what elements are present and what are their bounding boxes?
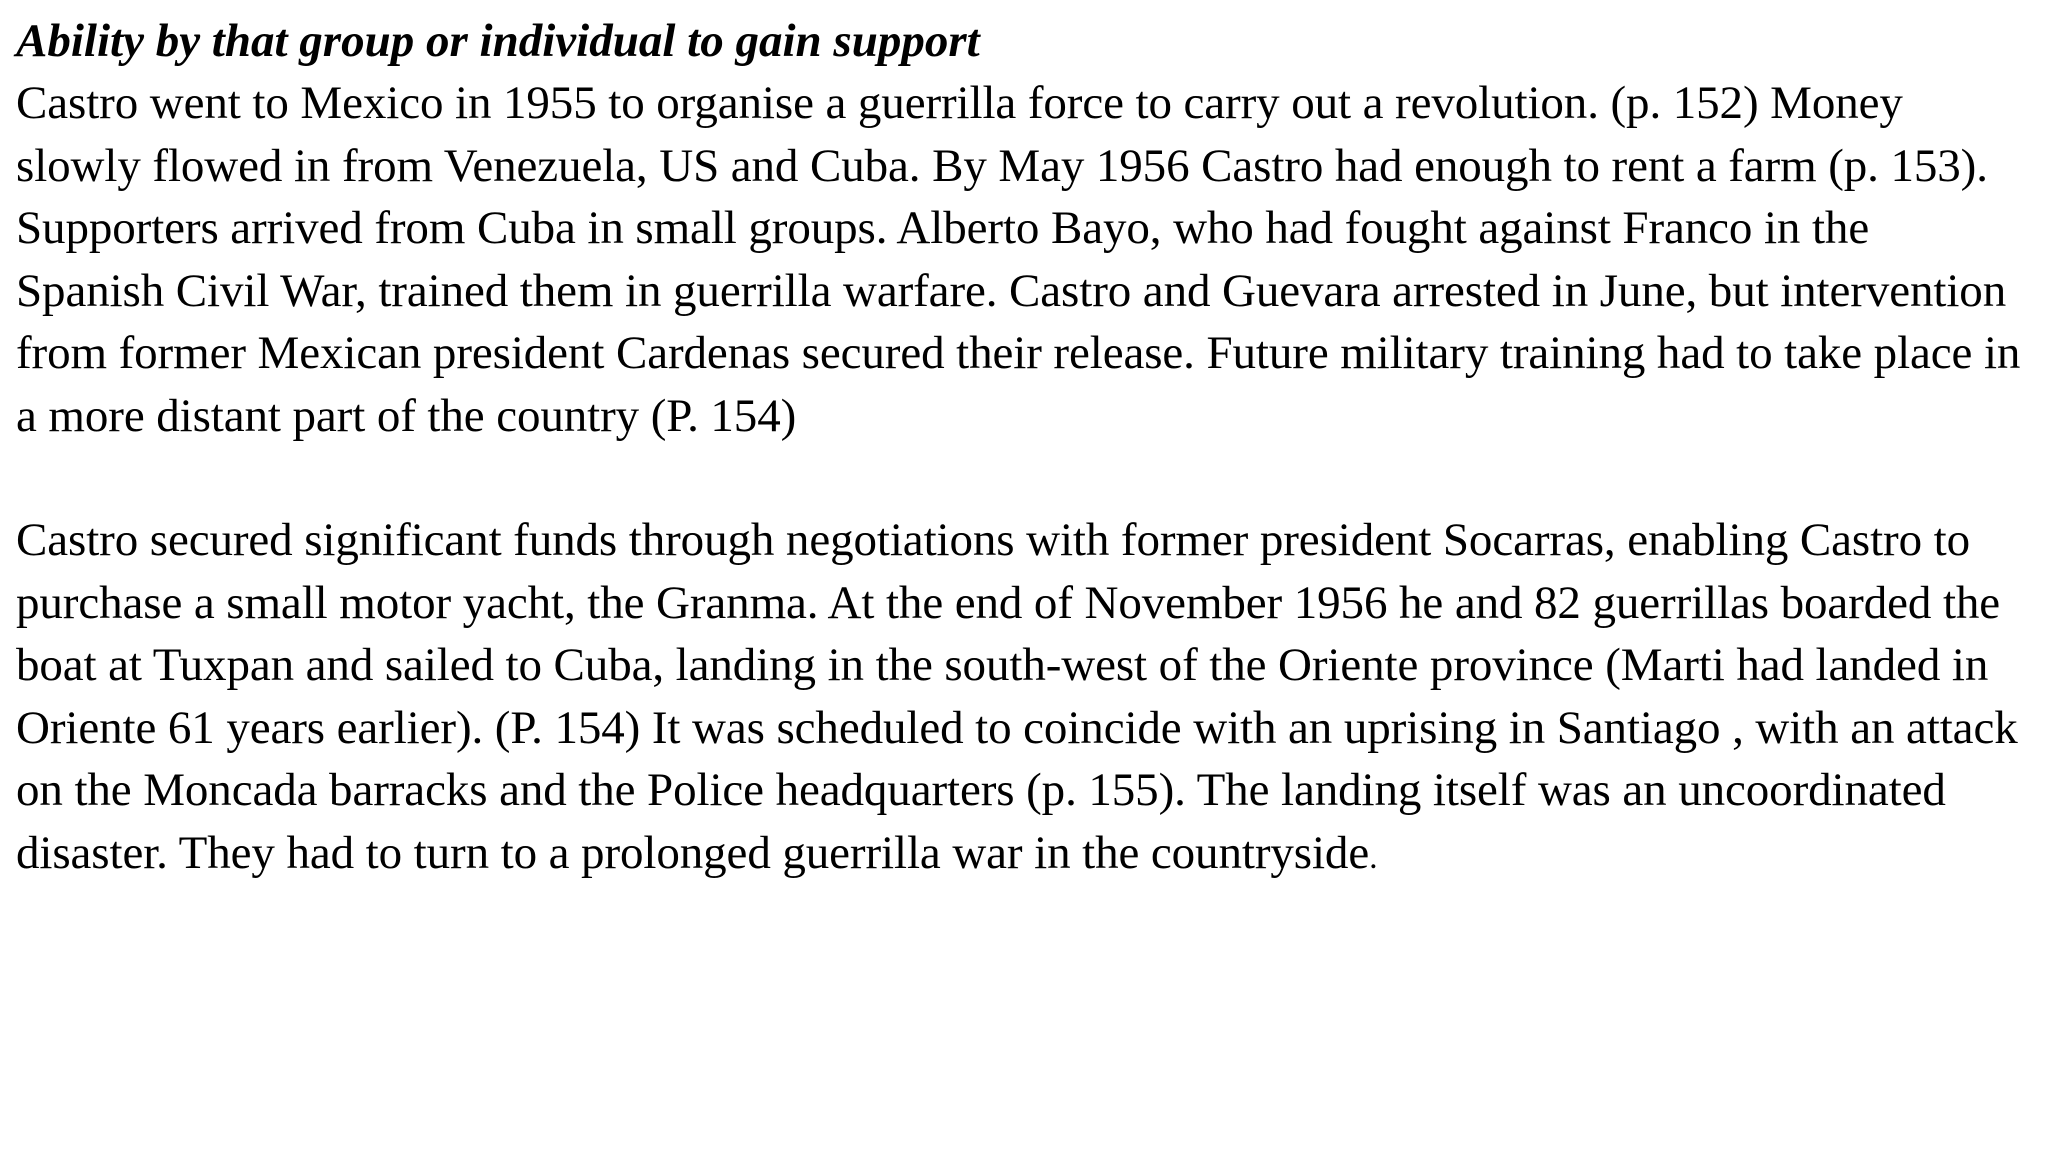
slide-content	[16, 10, 2026, 889]
section-heading: Ability by that group or individual to gain support	[16, 15, 980, 67]
paragraph-granma-landing	[16, 509, 2026, 889]
paragraph-spacer	[16, 447, 2026, 509]
paragraph-granma-text: Castro secured significant funds through negotiations with former president Socarras, enabling Castro to purchase a small motor yacht, the Granma. At the end of November 1956 he and 82 guerrillas boarded the boat at Tuxpan and sailed to Cuba, landing in the south-west of the Oriente province (Marti had landed in Oriente 61 years earlier). (P. 154) It was scheduled to coincide with an uprising in Santiago , with an attack on the Moncada barracks and the Police headquarters (p. 155). The landing itself was an uncoordinated disaster. They had to turn to a prolonged guerrilla war in the countryside	[16, 514, 2018, 879]
paragraph-end-period: .	[1369, 838, 1378, 876]
paragraph-mexico-training: Castro went to Mexico in 1955 to organise a guerrilla force to carry out a revolution. (p. 152) Money slowly flowed in from Venezuela, US and Cuba. By May 1956 Castro had enough to rent a farm (p. 153). Supporters arrived from Cuba in small groups. Alberto Bayo, who had fought against Franco in the Spanish Civil War, trained them in guerrilla warfare. Castro and Guevara arrested in June, but intervention from former Mexican president Cardenas secured their release. Future military training had to take place in a more distant part of the country (P. 154)	[16, 77, 2021, 442]
